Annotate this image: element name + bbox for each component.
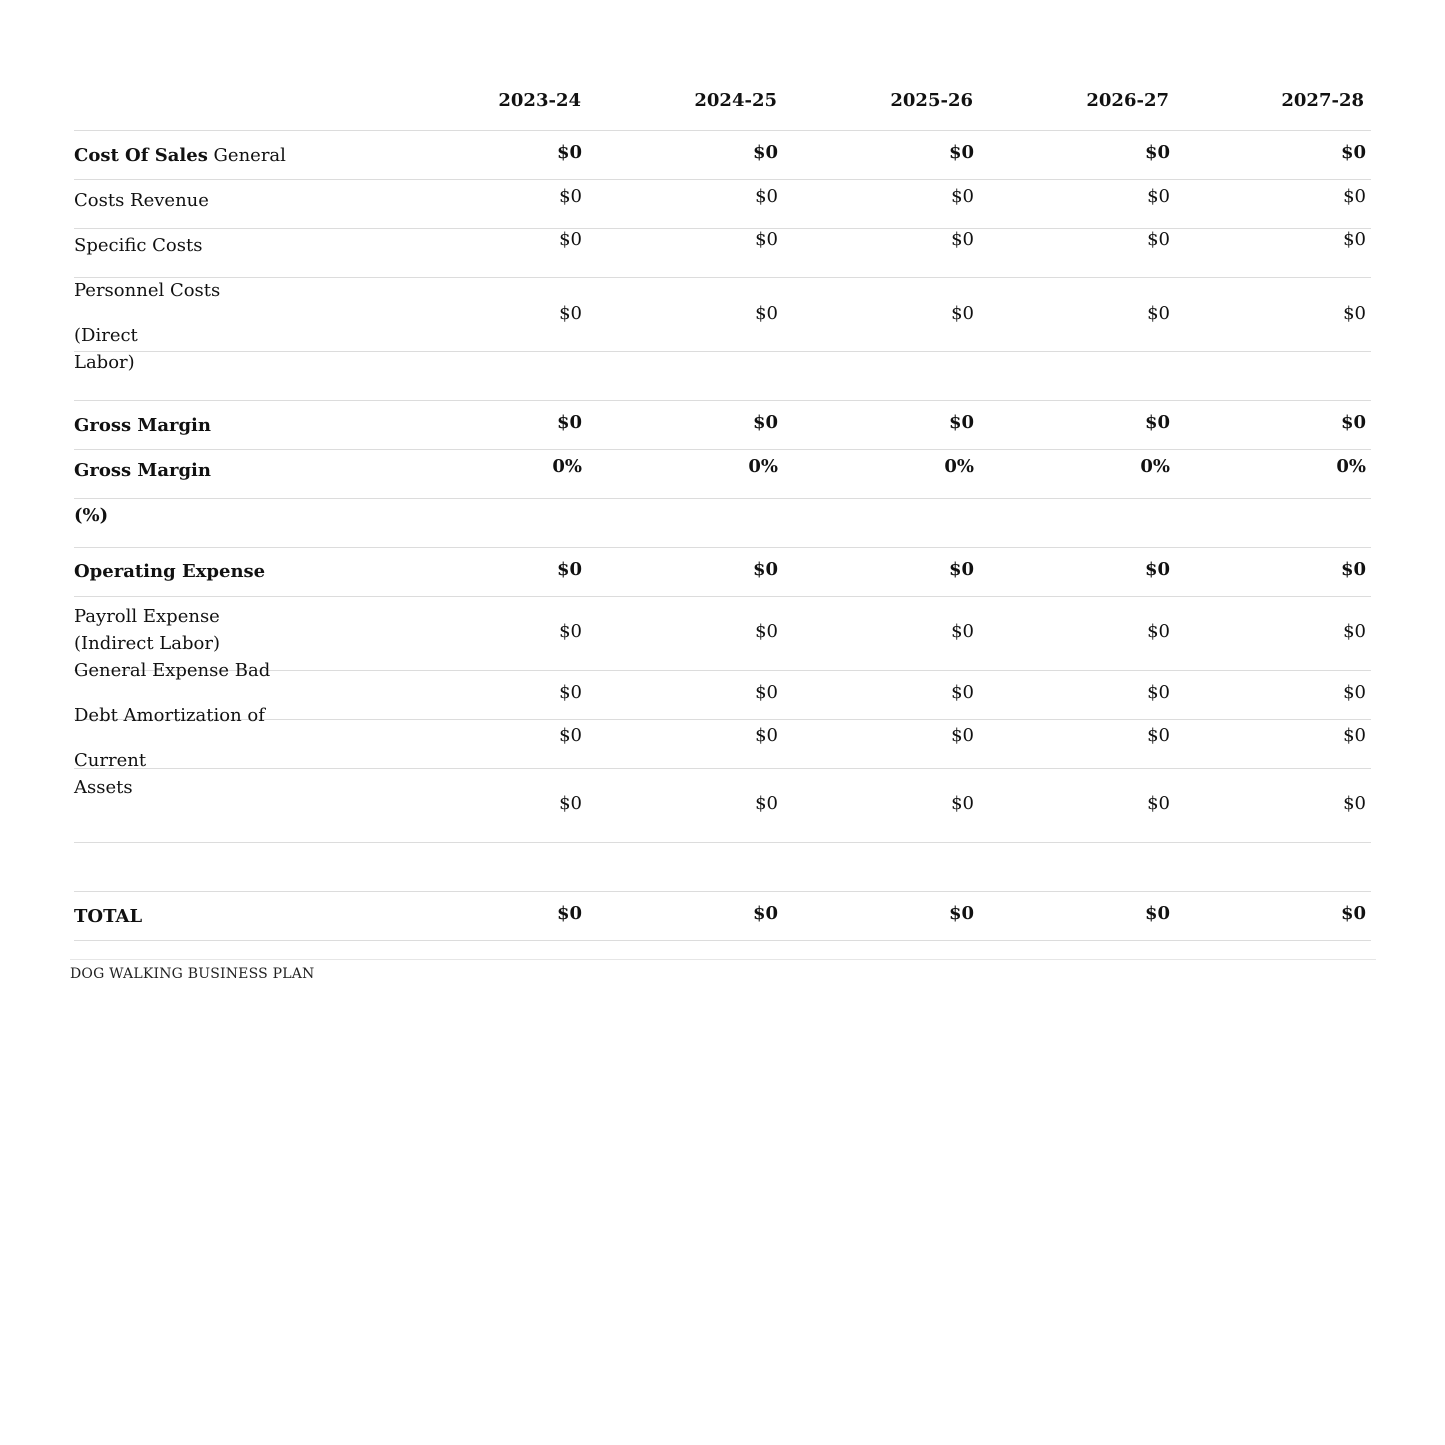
value-cell: 0%: [944, 456, 974, 477]
value-cell: $0: [1343, 303, 1366, 324]
divider: [74, 547, 1371, 548]
year-header-5: 2027-28: [1281, 90, 1364, 111]
divider: [74, 596, 1371, 597]
value-cell: 0%: [552, 456, 582, 477]
divider: [74, 940, 1371, 941]
year-header-4: 2026-27: [1086, 90, 1169, 111]
value-cell: $0: [755, 621, 778, 642]
value-cell: $0: [752, 903, 778, 924]
row-label-gross-margin-pct: Gross Margin: [74, 460, 211, 481]
value-cell: $0: [948, 903, 974, 924]
footer-divider: [70, 959, 1376, 960]
value-cell: $0: [559, 229, 582, 250]
row-label-current-line2: Assets: [74, 777, 133, 798]
value-cell: $0: [951, 229, 974, 250]
year-header-1: 2023-24: [498, 90, 581, 111]
year-header-2: 2024-25: [694, 90, 777, 111]
value-cell: $0: [559, 725, 582, 746]
value-cell: $0: [556, 903, 582, 924]
value-cell: $0: [1343, 229, 1366, 250]
divider: [74, 891, 1371, 892]
divider: [74, 400, 1371, 401]
divider: [74, 179, 1371, 180]
value-cell: $0: [951, 793, 974, 814]
value-cell: $0: [559, 186, 582, 207]
value-cell: $0: [559, 793, 582, 814]
value-cell: $0: [951, 303, 974, 324]
row-label-general-expense: General Expense Bad: [74, 660, 271, 681]
value-cell: $0: [951, 725, 974, 746]
value-cell: $0: [752, 412, 778, 433]
row-label-payroll-expense-line2: (Indirect Labor): [74, 633, 220, 654]
value-cell: 0%: [1336, 456, 1366, 477]
value-cell: $0: [1147, 682, 1170, 703]
value-cell: $0: [948, 142, 974, 163]
value-cell: $0: [1144, 412, 1170, 433]
row-label-personnel-costs-line2: (Direct: [74, 325, 138, 346]
row-label-personnel-costs: Personnel Costs: [74, 280, 221, 301]
divider: [74, 449, 1371, 450]
row-label-cost-of-sales: [74, 142, 286, 169]
value-cell: $0: [1343, 682, 1366, 703]
row-label-gross-margin-pct-line2: (%): [74, 505, 109, 526]
row-label-gross-margin: Gross Margin: [74, 415, 211, 436]
value-cell: $0: [1343, 621, 1366, 642]
value-cell: 0%: [1140, 456, 1170, 477]
value-cell: $0: [556, 412, 582, 433]
value-cell: $0: [1340, 903, 1366, 924]
value-cell: $0: [951, 186, 974, 207]
value-cell: $0: [1144, 903, 1170, 924]
value-cell: $0: [1147, 186, 1170, 207]
value-cell: $0: [1144, 559, 1170, 580]
divider: [74, 498, 1371, 499]
value-cell: $0: [1343, 725, 1366, 746]
row-label-payroll-expense: Payroll Expense: [74, 606, 220, 627]
divider: [74, 351, 1371, 352]
row-label-debt-amortization: Debt Amortization of: [74, 705, 265, 726]
row-label-current: Current: [74, 750, 147, 771]
value-cell: $0: [1147, 621, 1170, 642]
value-cell: $0: [1343, 186, 1366, 207]
value-cell: $0: [755, 186, 778, 207]
label-bold: Cost Of Sales: [74, 145, 208, 166]
value-cell: $0: [559, 682, 582, 703]
value-cell: $0: [559, 303, 582, 324]
footer-text: DOG WALKING BUSINESS PLAN: [70, 966, 315, 982]
value-cell: $0: [755, 682, 778, 703]
value-cell: $0: [951, 621, 974, 642]
value-cell: $0: [755, 229, 778, 250]
value-cell: $0: [1147, 793, 1170, 814]
value-cell: $0: [752, 559, 778, 580]
value-cell: $0: [948, 559, 974, 580]
year-header-3: 2025-26: [890, 90, 973, 111]
divider: [74, 719, 1371, 720]
row-label-personnel-costs-line3: Labor): [74, 352, 135, 373]
row-label-operating-expense: Operating Expense: [74, 561, 266, 582]
value-cell: $0: [556, 142, 582, 163]
divider: [74, 277, 1371, 278]
value-cell: $0: [1343, 793, 1366, 814]
value-cell: $0: [1340, 142, 1366, 163]
value-cell: 0%: [748, 456, 778, 477]
divider: [74, 130, 1371, 131]
value-cell: $0: [951, 682, 974, 703]
value-cell: $0: [1147, 303, 1170, 324]
value-cell: $0: [556, 559, 582, 580]
value-cell: $0: [752, 142, 778, 163]
divider: [74, 768, 1371, 769]
value-cell: $0: [755, 303, 778, 324]
value-cell: $0: [755, 793, 778, 814]
value-cell: $0: [1147, 229, 1170, 250]
value-cell: $0: [1144, 142, 1170, 163]
row-label-specific-costs: Specific Costs: [74, 235, 203, 256]
row-label-costs-revenue: Costs Revenue: [74, 190, 209, 211]
value-cell: $0: [1340, 412, 1366, 433]
value-cell: $0: [1340, 559, 1366, 580]
divider: [74, 842, 1371, 843]
value-cell: $0: [755, 725, 778, 746]
value-cell: $0: [559, 621, 582, 642]
value-cell: $0: [948, 412, 974, 433]
row-label-total: TOTAL: [74, 906, 143, 927]
label-rest: General: [207, 145, 286, 166]
value-cell: $0: [1147, 725, 1170, 746]
